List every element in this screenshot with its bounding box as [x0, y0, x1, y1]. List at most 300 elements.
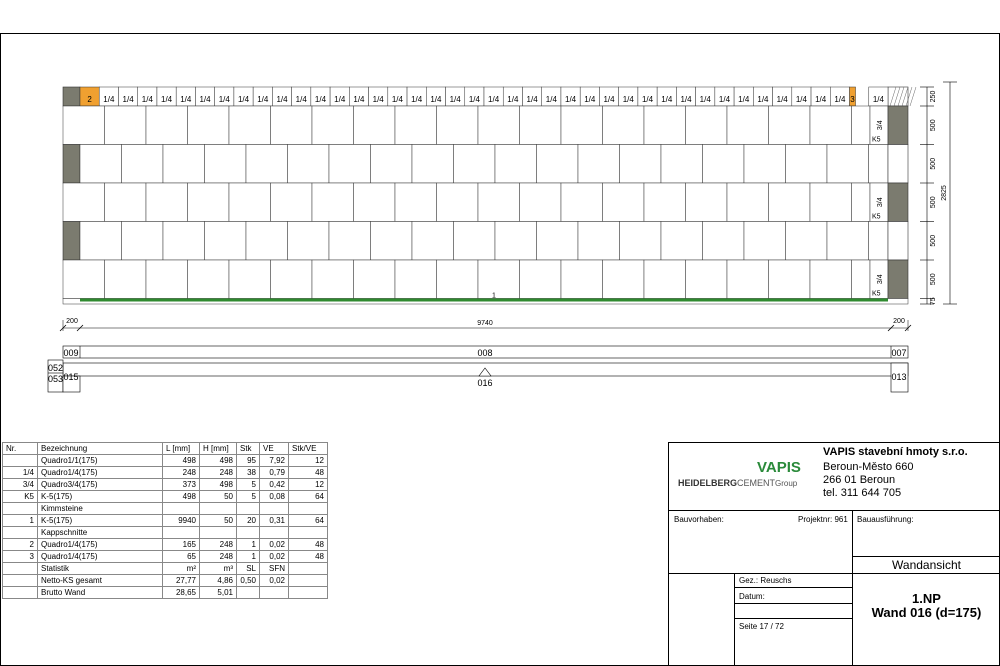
bom-cell: m²	[163, 563, 200, 575]
top-course-label: 1/4	[161, 95, 173, 104]
end-block-gray	[63, 222, 80, 261]
bom-cell: 5	[237, 479, 260, 491]
bom-cell: Statistik	[38, 563, 163, 575]
top-course-label: 1/4	[334, 95, 346, 104]
bom-header-cell: H [mm]	[200, 443, 237, 455]
table-row	[3, 563, 328, 575]
title-block-vdivider	[852, 510, 853, 666]
top-course-label: 1/4	[680, 95, 692, 104]
wall-block	[703, 222, 745, 261]
bom-cell: 498	[200, 479, 237, 491]
top-course-label: 1/4	[391, 95, 403, 104]
connection-middle-b: 016	[477, 378, 493, 388]
bauvorhaben-label: Bauvorhaben:	[674, 515, 724, 524]
bom-header-row	[3, 443, 328, 455]
total-height-dimension: 2825	[941, 185, 948, 201]
bom-cell: 248	[200, 467, 237, 479]
bom-cell: K-5(175)	[38, 515, 163, 527]
bill-of-materials-table	[2, 442, 328, 599]
wall-block	[561, 183, 603, 222]
k5-label: K5	[872, 213, 881, 221]
wall-block	[603, 260, 645, 299]
top-course-label: 1/4	[199, 95, 211, 104]
bom-cell: 27,77	[163, 575, 200, 587]
wall-block	[354, 183, 396, 222]
wall-block	[122, 145, 164, 184]
connection-left: 009	[63, 348, 79, 358]
bom-cell: Quadro1/4(175)	[38, 551, 163, 563]
title-block-left-divider	[668, 573, 852, 574]
wall-block	[288, 145, 330, 184]
logo-heidelberg-text: HEIDELBERG	[678, 478, 738, 488]
end-block	[888, 106, 908, 145]
bom-cell: 12	[289, 479, 328, 491]
bom-header-cell: Stk	[237, 443, 260, 455]
bom-header-cell: Nr.	[3, 443, 38, 455]
drawn-by: Gez.: Reuschs	[739, 576, 792, 585]
wall-block	[437, 183, 479, 222]
height-dimension: 500	[930, 273, 937, 286]
wall-block	[395, 106, 437, 145]
end-block	[888, 145, 908, 184]
wall-block	[454, 145, 496, 184]
wall-block	[312, 260, 354, 299]
title-block-row-divider	[853, 556, 1000, 557]
wall-block	[603, 106, 645, 145]
top-course-label: 1/4	[757, 95, 769, 104]
wall-block	[229, 183, 271, 222]
wall-block	[205, 145, 247, 184]
bom-cell	[3, 527, 38, 539]
wall-block	[188, 260, 230, 299]
top-course-label: 1/4	[641, 95, 654, 104]
bom-cell: 5	[237, 491, 260, 503]
bom-cell: 498	[163, 455, 200, 467]
bom-cell	[163, 503, 200, 515]
top-course-label: 1/4	[526, 95, 538, 104]
bauausfuehrung-label: Bauausführung:	[857, 515, 914, 524]
height-dimension: 75	[930, 297, 937, 306]
top-course-label: 1/4	[622, 95, 634, 104]
bom-cell: Kappschnitte	[38, 527, 163, 539]
wall-block	[478, 183, 520, 222]
wall-block	[288, 222, 330, 261]
top-course-label: 1/4	[372, 95, 384, 104]
title-block-datum-line	[734, 603, 852, 604]
wall-block	[271, 106, 313, 145]
top-course-label: 1/4	[314, 95, 327, 104]
bom-cell: 50	[200, 515, 237, 527]
wall-block	[620, 222, 662, 261]
height-dimension: 250	[930, 90, 937, 103]
wall-block	[869, 222, 889, 261]
q34-label: 3/4	[877, 274, 884, 285]
wall-block	[163, 145, 205, 184]
wall-block	[329, 222, 371, 261]
table-row	[3, 551, 328, 563]
bom-cell	[163, 527, 200, 539]
wall-block	[810, 260, 852, 299]
top-course-label: 1/4	[122, 95, 134, 104]
top-course-label: 1/4	[468, 95, 480, 104]
wall-block	[63, 183, 105, 222]
top-course-label: 1/4	[141, 95, 153, 104]
top-course-label: 1/4	[815, 95, 827, 104]
wall-block	[869, 145, 889, 184]
view-title: Wandansicht	[892, 558, 961, 572]
bom-cell: 1	[237, 551, 260, 563]
k5-label: K5	[872, 136, 881, 144]
end-block-gray	[63, 145, 80, 184]
bom-cell: SL	[237, 563, 260, 575]
bom-cell	[289, 527, 328, 539]
top-course-label: 1/4	[872, 95, 884, 104]
heidelberg-logo	[678, 478, 797, 488]
top-course-label: 2	[87, 95, 92, 104]
bom-cell	[3, 563, 38, 575]
end-block	[888, 222, 908, 261]
title-block-gez-line	[734, 587, 852, 588]
bom-cell: 248	[200, 539, 237, 551]
wall-block	[810, 106, 852, 145]
bom-cell: 0,42	[260, 479, 289, 491]
bom-cell: 95	[237, 455, 260, 467]
wall-block	[454, 222, 496, 261]
bom-cell: m³	[200, 563, 237, 575]
top-course-label: 1/4	[103, 95, 115, 104]
wall-block	[744, 145, 786, 184]
right-dimension: 200	[893, 318, 905, 325]
wall-block	[520, 106, 562, 145]
wall-block	[146, 183, 188, 222]
bom-cell	[289, 563, 328, 575]
wall-block	[520, 260, 562, 299]
bom-cell	[3, 455, 38, 467]
bom-cell: 64	[289, 491, 328, 503]
bom-cell: 0,79	[260, 467, 289, 479]
wall-block	[578, 222, 620, 261]
bom-cell: Quadro1/1(175)	[38, 455, 163, 467]
wall-block	[105, 106, 147, 145]
bom-header-cell: Bezeichnung	[38, 443, 163, 455]
top-course-label: 1/4	[237, 95, 250, 104]
bom-cell	[3, 575, 38, 587]
bom-cell: 373	[163, 479, 200, 491]
bom-cell	[260, 527, 289, 539]
top-course-label: 1/4	[545, 95, 557, 104]
bom-cell: 3	[3, 551, 38, 563]
wall-block	[271, 183, 313, 222]
bom-cell: SFN	[260, 563, 289, 575]
bom-cell: 498	[200, 455, 237, 467]
wall-block	[205, 222, 247, 261]
table-row	[3, 539, 328, 551]
wall-block	[312, 183, 354, 222]
table-row	[3, 527, 328, 539]
wall-block	[229, 260, 271, 299]
height-dimension: 500	[930, 196, 937, 209]
title-block-logo-divider	[668, 510, 1000, 511]
wall-block	[354, 260, 396, 299]
projekt-number: Projektnr: 961	[798, 515, 848, 524]
wall-block	[354, 106, 396, 145]
bom-cell: 0,31	[260, 515, 289, 527]
wall-block	[661, 222, 703, 261]
bom-cell	[3, 587, 38, 599]
top-course-label: 1/4	[488, 95, 500, 104]
bom-cell: 498	[163, 491, 200, 503]
wall-block	[727, 183, 769, 222]
table-row	[3, 503, 328, 515]
wall-block	[412, 145, 454, 184]
wall-block	[810, 183, 852, 222]
wall-block	[827, 145, 869, 184]
bom-cell	[260, 503, 289, 515]
wall-block	[744, 222, 786, 261]
wall-block	[703, 145, 745, 184]
wall-block	[561, 260, 603, 299]
bom-cell	[237, 503, 260, 515]
bom-cell	[237, 587, 260, 599]
bom-cell: 50	[200, 491, 237, 503]
bom-cell: Quadro3/4(175)	[38, 479, 163, 491]
top-course-label: 1/4	[699, 95, 711, 104]
bom-cell	[289, 587, 328, 599]
bom-cell: K5	[3, 491, 38, 503]
bom-cell	[3, 503, 38, 515]
company-address-1: Beroun-Město 660	[823, 461, 914, 473]
bom-header-cell: VE	[260, 443, 289, 455]
bom-cell: 248	[200, 551, 237, 563]
wall-block	[80, 145, 122, 184]
top-course-label: 1/4	[218, 95, 230, 104]
bom-cell: 0,02	[260, 575, 289, 587]
height-dimension: 500	[930, 234, 937, 247]
wall-block	[63, 260, 105, 299]
wall-block	[603, 183, 645, 222]
wall-block	[395, 260, 437, 299]
bom-cell: 0,08	[260, 491, 289, 503]
wall-block	[122, 222, 164, 261]
bom-cell	[200, 527, 237, 539]
height-dimension: 500	[930, 157, 937, 170]
wall-block	[852, 106, 871, 145]
floor-label: 1.NP	[912, 591, 941, 606]
height-dimension: 500	[930, 119, 937, 132]
k5-label: K5	[872, 290, 881, 298]
left-dimension: 200	[66, 318, 78, 325]
wall-block	[246, 222, 288, 261]
top-course-label: 1/4	[834, 95, 846, 104]
top-course-label: 1/4	[661, 95, 673, 104]
top-course-label: 1/4	[584, 95, 596, 104]
wall-block	[686, 183, 728, 222]
wall-block	[644, 260, 686, 299]
top-course-label: 1/4	[776, 95, 788, 104]
wall-block	[80, 222, 122, 261]
wall-block	[769, 260, 811, 299]
end-block	[888, 183, 908, 222]
wall-block	[63, 106, 105, 145]
top-course-label: 1/4	[507, 95, 519, 104]
connection-middle: 008	[477, 348, 493, 358]
table-row	[3, 479, 328, 491]
logo-group-text: Group	[775, 479, 798, 488]
bom-cell: 64	[289, 515, 328, 527]
kimmstein-marker: 1	[492, 292, 496, 300]
bom-cell: 48	[289, 551, 328, 563]
top-course-label: 1/4	[276, 95, 288, 104]
top-course-label: 1/4	[738, 95, 750, 104]
bom-cell	[237, 527, 260, 539]
bom-header-cell: L [mm]	[163, 443, 200, 455]
logo-cement-text: CEMENT	[737, 478, 776, 488]
bom-cell: Kimmsteine	[38, 503, 163, 515]
wall-block	[537, 145, 579, 184]
wall-block	[644, 183, 686, 222]
connection-left-a: 052	[47, 363, 64, 373]
bom-cell	[200, 503, 237, 515]
q34-label: 3/4	[877, 197, 884, 208]
bom-cell: Quadro1/4(175)	[38, 467, 163, 479]
q34-label: 3/4	[877, 120, 884, 131]
wall-block	[686, 106, 728, 145]
connection-left-c: 015	[63, 372, 79, 382]
wall-block	[371, 145, 413, 184]
wall-block	[437, 106, 479, 145]
wall-block	[769, 106, 811, 145]
wall-block	[644, 106, 686, 145]
wall-block	[188, 183, 230, 222]
company-phone: tel. 311 644 705	[823, 487, 902, 499]
wall-block	[395, 183, 437, 222]
wall-block	[478, 106, 520, 145]
bom-cell: 4,86	[200, 575, 237, 587]
top-course-label: 1/4	[603, 95, 615, 104]
bom-cell: 165	[163, 539, 200, 551]
wall-block	[271, 260, 313, 299]
wall-block	[727, 260, 769, 299]
top-course-label: 1/4	[430, 95, 442, 104]
title-block-row-divider	[853, 573, 1000, 574]
bom-cell: K-5(175)	[38, 491, 163, 503]
wall-block	[478, 260, 520, 299]
wall-block	[229, 106, 271, 145]
top-course-label: 1/4	[353, 95, 365, 104]
wall-block	[852, 260, 871, 299]
top-course-label: 1/4	[295, 95, 307, 104]
bom-cell: 5,01	[200, 587, 237, 599]
wall-block	[561, 106, 603, 145]
wall-block	[495, 145, 537, 184]
vapis-logo: VAPIS	[757, 459, 801, 476]
wall-block	[371, 222, 413, 261]
bom-cell: 28,65	[163, 587, 200, 599]
company-name: VAPIS stavební hmoty s.r.o.	[823, 446, 968, 458]
top-course-label: 3	[850, 95, 855, 104]
top-course-label: 1/4	[565, 95, 577, 104]
wall-block	[786, 145, 828, 184]
bom-header-cell: Stk/VE	[289, 443, 328, 455]
wall-block	[437, 260, 479, 299]
bom-cell: Brutto Wand	[38, 587, 163, 599]
bom-cell: Netto-KS gesamt	[38, 575, 163, 587]
wall-block	[105, 260, 147, 299]
bom-cell: 65	[163, 551, 200, 563]
wall-block	[188, 106, 230, 145]
connection-right: 007	[891, 348, 907, 358]
wall-block	[769, 183, 811, 222]
wall-block	[146, 106, 188, 145]
wall-block	[495, 222, 537, 261]
bom-cell: 248	[163, 467, 200, 479]
bom-cell: 0,02	[260, 551, 289, 563]
bom-cell: 1	[3, 515, 38, 527]
top-course-label: 1/4	[257, 95, 269, 104]
bom-cell: Quadro1/4(175)	[38, 539, 163, 551]
table-row	[3, 515, 328, 527]
wall-block	[852, 183, 871, 222]
bom-cell: 2	[3, 539, 38, 551]
wall-block	[537, 222, 579, 261]
connection-right-b: 013	[891, 372, 907, 382]
length-dimension: 9740	[477, 320, 493, 327]
wall-block	[578, 145, 620, 184]
title-block-seite-line	[734, 618, 852, 619]
bom-cell: 38	[237, 467, 260, 479]
bom-cell: 0,50	[237, 575, 260, 587]
end-block	[888, 260, 908, 299]
bom-cell	[260, 587, 289, 599]
wall-block	[105, 183, 147, 222]
top-course-label: 1/4	[449, 95, 461, 104]
wall-block	[727, 106, 769, 145]
company-address-2: 266 01 Beroun	[823, 474, 896, 486]
wall-block	[329, 145, 371, 184]
end-block-gray	[63, 87, 80, 106]
wall-block	[412, 222, 454, 261]
wall-block	[246, 145, 288, 184]
bom-cell: 0,02	[260, 539, 289, 551]
table-row	[3, 575, 328, 587]
bom-cell: 9940	[163, 515, 200, 527]
bom-cell: 1	[237, 539, 260, 551]
bom-cell: 20	[237, 515, 260, 527]
top-course-label: 1/4	[718, 95, 731, 104]
bom-cell: 48	[289, 539, 328, 551]
date-label: Datum:	[739, 592, 765, 601]
wall-block	[312, 106, 354, 145]
table-row	[3, 467, 328, 479]
wall-block	[686, 260, 728, 299]
wall-block	[661, 145, 703, 184]
table-row	[3, 491, 328, 503]
wall-block	[827, 222, 869, 261]
bom-cell: 3/4	[3, 479, 38, 491]
wall-label: Wand 016 (d=175)	[871, 605, 982, 620]
wall-block	[146, 260, 188, 299]
table-row	[3, 587, 328, 599]
table-row	[3, 455, 328, 467]
connection-left-b: 053	[47, 374, 64, 384]
wall-block	[163, 222, 205, 261]
page-number: Seite 17 / 72	[739, 622, 784, 631]
wall-block	[786, 222, 828, 261]
wall-block	[520, 183, 562, 222]
bom-cell: 12	[289, 455, 328, 467]
bom-cell	[289, 503, 328, 515]
bom-cell	[289, 575, 328, 587]
